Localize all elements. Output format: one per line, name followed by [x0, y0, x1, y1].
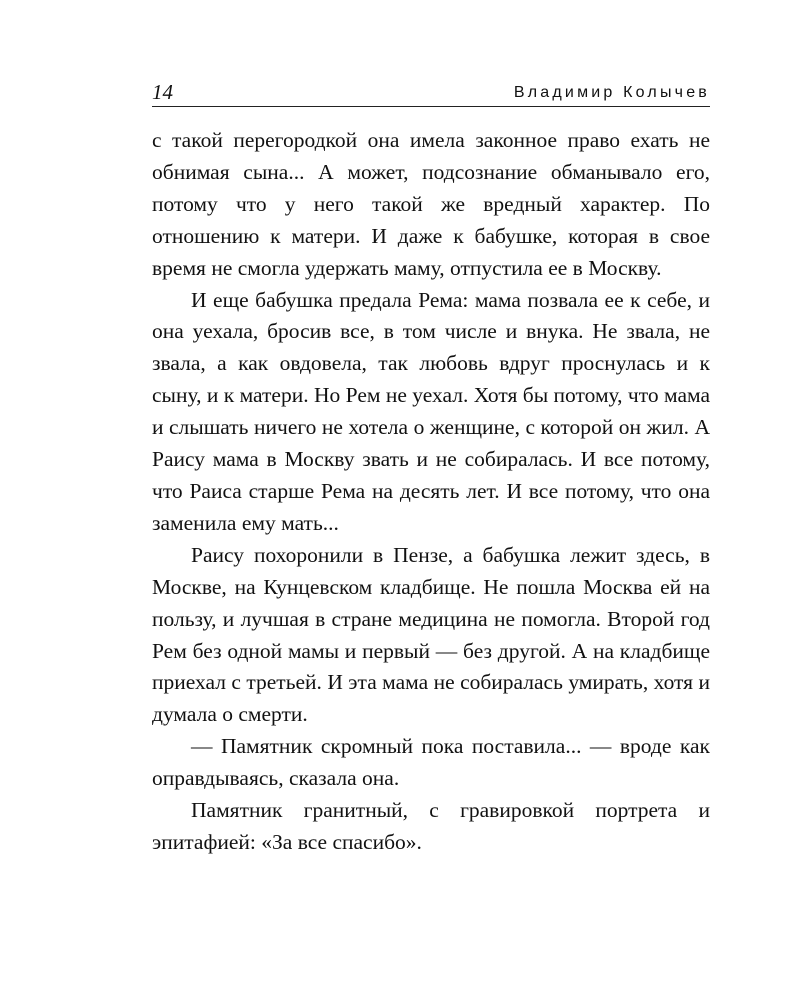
- paragraph: И еще бабушка предала Рема: мама позвала ее к себе, и она уехала, бросив все, в том числе и внука. Не звала, не звала, а как овдовела, так любовь вдруг проснулась и к сыну, и к матери. Но Рем не уехал. Хотя бы потому, что мама и слышать ничего не хотела о женщине, с которой он жил. А Раису мама в Москву звать и не собиралась. И все потому, что Раиса старше Рема на десять лет. И все потому, что она заменила ему мать...: [152, 287, 710, 535]
- book-page: [152, 76, 710, 859]
- page-number: 14: [152, 80, 173, 104]
- paragraph: Памятник гранитный, с гравировкой портрета и эпитафией: «За все спасибо».: [152, 798, 710, 854]
- paragraph: с такой перегородкой она имела законное право ехать не обнимая сына... А может, подсознание обманывало его, потому что у него такой же вредный характер. По отношению к матери. И даже к бабушке, которая в свое время не смогла удержать маму, отпустила ее в Москву.: [152, 128, 710, 280]
- running-header: [152, 76, 710, 107]
- author-name: Владимир Колычев: [513, 84, 710, 101]
- paragraph: Раису похоронили в Пензе, а бабушка лежит здесь, в Москве, на Кунцевском кладбище. Не пошла Москва ей на пользу, и лучшая в стране медицина не помогла. Второй год Рем без одной мамы и первый — без другой. А на кладбище приехал с третьей. И эта мама не собиралась умирать, хотя и думала о смерти.: [152, 542, 710, 727]
- paragraph: — Памятник скромный пока поставила... — вроде как оправдываясь, сказала она.: [152, 734, 710, 791]
- body-text: [152, 125, 710, 859]
